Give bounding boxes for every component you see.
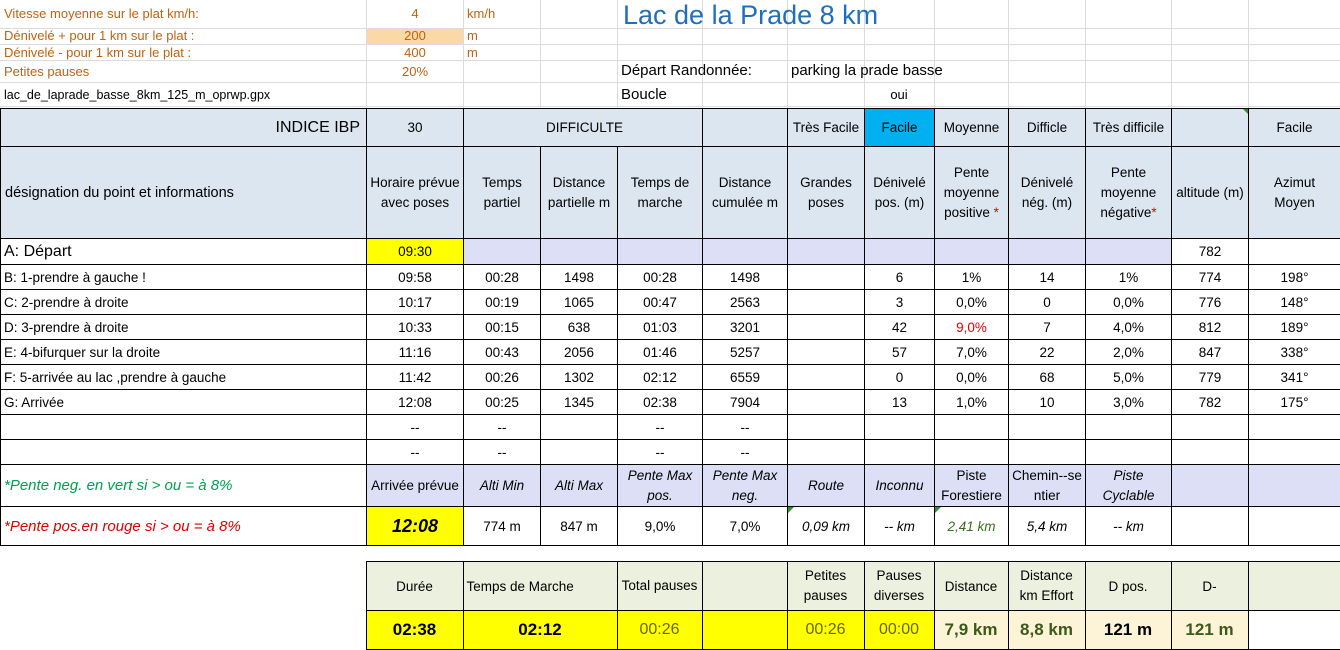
waypoint-name[interactable]: C: 2-prendre à droite xyxy=(1,290,367,315)
cell-altitude[interactable]: 776 xyxy=(1172,290,1249,315)
summary-piste-forestiere-value: 2,41 km xyxy=(948,519,996,534)
cell[interactable] xyxy=(1172,415,1249,440)
summary-header-piste-forestiere: Piste Forestiere xyxy=(935,465,1009,507)
cell-distance-partielle[interactable]: 1065 xyxy=(541,290,618,315)
cell[interactable] xyxy=(865,440,935,465)
cell-dash[interactable]: -- xyxy=(703,440,788,465)
cell-distance-cumulee[interactable]: 1498 xyxy=(703,265,788,290)
cell[interactable] xyxy=(788,415,865,440)
header-distance-cumulee: Distance cumulée m xyxy=(703,147,788,239)
cell[interactable] xyxy=(1086,239,1172,265)
cell-deniv-pos[interactable]: 3 xyxy=(865,290,935,315)
cell-pente-pos[interactable]: 1% xyxy=(935,265,1009,290)
cell-altitude[interactable]: 779 xyxy=(1172,365,1249,390)
waypoint-name[interactable]: F: 5-arrivée au lac ,prendre à gauche xyxy=(1,365,367,390)
header-azimut: Azimut Moyen xyxy=(1249,147,1340,239)
table-row xyxy=(1,315,1340,340)
asterisk-icon: * xyxy=(994,205,999,220)
spacer xyxy=(0,611,366,650)
empty-row xyxy=(1,440,1340,465)
depart-time[interactable]: 09:30 xyxy=(367,239,464,265)
difficulty-label: DIFFICULTE xyxy=(464,109,703,147)
cell-horaire[interactable]: 10:33 xyxy=(367,315,464,340)
cell-azimut[interactable]: 148° xyxy=(1249,290,1340,315)
depart-row xyxy=(1,239,1340,265)
boucle-label: Boucle xyxy=(621,86,667,103)
cell[interactable] xyxy=(541,415,618,440)
summary-header-chemin-sentier: Chemin--sentier xyxy=(1009,465,1086,507)
cell-grandes-poses[interactable] xyxy=(788,315,865,340)
level-difficile: Difficle xyxy=(1009,109,1086,147)
cell-grandes-poses[interactable] xyxy=(788,265,865,290)
cell-deniv-pos[interactable]: 42 xyxy=(865,315,935,340)
page-title: Lac de la Prade 8 km xyxy=(623,0,878,31)
totals-header-distance-effort: Distance km Effort xyxy=(1008,562,1085,611)
waypoint-name[interactable]: B: 1-prendre à gauche ! xyxy=(1,265,367,290)
pauses-label: Petites pauses xyxy=(4,64,89,79)
cell-distance-cumulee[interactable]: 7904 xyxy=(703,390,788,415)
cell-dash[interactable]: -- xyxy=(367,440,464,465)
totals-d-minus[interactable]: 121 m xyxy=(1171,611,1248,650)
cell[interactable] xyxy=(865,415,935,440)
cell-dash[interactable]: -- xyxy=(618,440,703,465)
dplus-value[interactable]: 200 xyxy=(367,28,463,43)
cell-pente-neg[interactable]: 1% xyxy=(1086,265,1172,290)
cell-grandes-poses[interactable] xyxy=(788,365,865,390)
cell-distance-cumulee[interactable]: 6559 xyxy=(703,365,788,390)
comment-marker xyxy=(1243,109,1249,115)
dplus-unit: m xyxy=(467,28,478,43)
cell-distance-partielle[interactable]: 1302 xyxy=(541,365,618,390)
totals-header-temps-marche: Temps de Marche xyxy=(463,562,617,611)
waypoint-name[interactable]: D: 3-prendre à droite xyxy=(1,315,367,340)
cell-pente-neg[interactable]: 2,0% xyxy=(1086,340,1172,365)
summary-header-inconnu: Inconnu xyxy=(865,465,935,507)
header-deniv-neg: Dénivelé nég. (m) xyxy=(1009,147,1086,239)
waypoint-name[interactable]: G: Arrivée xyxy=(1,390,367,415)
summary-header-arrivee: Arrivée prévue xyxy=(367,465,464,507)
cell-distance-cumulee[interactable]: 3201 xyxy=(703,315,788,340)
cell-altitude[interactable]: 847 xyxy=(1172,340,1249,365)
cell-deniv-neg[interactable]: 10 xyxy=(1009,390,1086,415)
cell-temps-marche[interactable]: 00:28 xyxy=(618,265,703,290)
cell-temps-partiel[interactable]: 00:43 xyxy=(464,340,541,365)
cell-grandes-poses[interactable] xyxy=(788,390,865,415)
totals-header-distance: Distance xyxy=(934,562,1008,611)
cell-temps-marche[interactable]: 02:12 xyxy=(618,365,703,390)
cell-deniv-neg[interactable]: 14 xyxy=(1009,265,1086,290)
cell-azimut[interactable]: 338° xyxy=(1249,340,1340,365)
cell-horaire[interactable]: 11:16 xyxy=(367,340,464,365)
cell-distance-partielle[interactable]: 1498 xyxy=(541,265,618,290)
header-horaire: Horaire prévue avec poses xyxy=(367,147,464,239)
cell-deniv-pos[interactable]: 6 xyxy=(865,265,935,290)
dminus-value[interactable]: 400 xyxy=(367,45,463,60)
cell-deniv-pos[interactable]: 0 xyxy=(865,365,935,390)
table-row xyxy=(1,390,1340,415)
dplus-label: Dénivelé + pour 1 km sur le plat : xyxy=(4,28,194,43)
cell-pente-neg[interactable]: 4,0% xyxy=(1086,315,1172,340)
dminus-label: Dénivelé - pour 1 km sur le plat : xyxy=(4,45,191,60)
comment-marker xyxy=(935,507,941,513)
summary-alti-max[interactable]: 847 m xyxy=(541,507,618,546)
itinerary-table xyxy=(0,108,1340,546)
cell[interactable] xyxy=(1249,507,1340,546)
totals-table xyxy=(0,561,1340,650)
cell xyxy=(1249,465,1340,507)
cell-temps-partiel[interactable]: 00:25 xyxy=(464,390,541,415)
depart-value: parking la prade basse xyxy=(791,62,943,79)
cell xyxy=(1248,562,1340,611)
cell-distance-cumulee[interactable]: 2563 xyxy=(703,290,788,315)
ibp-right-label: Facile xyxy=(1249,109,1340,147)
cell[interactable] xyxy=(935,440,1009,465)
totals-distance-effort[interactable]: 8,8 km xyxy=(1008,611,1085,650)
summary-value-row xyxy=(1,507,1340,546)
totals-header-blank xyxy=(702,562,787,611)
totals-pauses-diverses[interactable]: 00:00 xyxy=(864,611,934,650)
totals-header-duree: Durée xyxy=(366,562,463,611)
totals-value-row xyxy=(0,611,1340,650)
summary-route[interactable] xyxy=(788,507,865,546)
cell-dash[interactable]: -- xyxy=(618,415,703,440)
asterisk-icon: * xyxy=(1151,205,1156,220)
cell-azimut[interactable]: 341° xyxy=(1249,365,1340,390)
totals-header-d-pos: D pos. xyxy=(1085,562,1171,611)
speed-value[interactable]: 4 xyxy=(367,6,463,21)
depart-name[interactable]: A: Départ xyxy=(1,239,367,265)
header-altitude: altitude (m) xyxy=(1172,147,1249,239)
cell[interactable] xyxy=(1172,507,1249,546)
cell-dash[interactable]: -- xyxy=(703,415,788,440)
cell[interactable] xyxy=(1009,440,1086,465)
cell-temps-marche[interactable]: 00:47 xyxy=(618,290,703,315)
cell-deniv-neg[interactable]: 22 xyxy=(1009,340,1086,365)
level-tres-difficile: Très difficile xyxy=(1086,109,1172,147)
cell-pente-pos[interactable]: 7,0% xyxy=(935,340,1009,365)
cell-grandes-poses[interactable] xyxy=(788,290,865,315)
level-moyenne: Moyenne xyxy=(935,109,1009,147)
summary-chemin-sentier[interactable]: 5,4 km xyxy=(1009,507,1086,546)
summary-piste-cyclable[interactable]: -- km xyxy=(1086,507,1172,546)
totals-petites-pauses[interactable]: 00:26 xyxy=(787,611,864,650)
pauses-value[interactable]: 20% xyxy=(367,64,463,79)
cell-distance-partielle[interactable]: 2056 xyxy=(541,340,618,365)
summary-pente-max-neg[interactable]: 7,0% xyxy=(703,507,788,546)
cell[interactable] xyxy=(1249,440,1340,465)
totals-temps-marche[interactable]: 02:12 xyxy=(463,611,617,650)
cell[interactable] xyxy=(541,440,618,465)
cell xyxy=(1172,465,1249,507)
cell-horaire[interactable]: 09:58 xyxy=(367,265,464,290)
table-row xyxy=(1,265,1340,290)
cell-pente-neg[interactable]: 0,0% xyxy=(1086,290,1172,315)
totals-duree[interactable]: 02:38 xyxy=(366,611,463,650)
cell-temps-marche[interactable]: 01:03 xyxy=(618,315,703,340)
summary-header-piste-cyclable: Piste Cyclable xyxy=(1086,465,1172,507)
summary-inconnu[interactable]: -- km xyxy=(865,507,935,546)
cell[interactable] xyxy=(788,440,865,465)
totals-distance[interactable]: 7,9 km xyxy=(934,611,1008,650)
cell[interactable] xyxy=(1248,611,1340,650)
speed-unit: km/h xyxy=(467,6,495,21)
cell-dash[interactable]: -- xyxy=(464,415,541,440)
summary-piste-forestiere[interactable] xyxy=(935,507,1009,546)
summary-header-alti-min: Alti Min xyxy=(464,465,541,507)
cell[interactable] xyxy=(464,239,541,265)
totals-total-pauses[interactable]: 00:26 xyxy=(617,611,702,650)
empty-row xyxy=(1,415,1340,440)
header-pente-pos-text: Pente moyenne positive xyxy=(944,165,1000,220)
cell[interactable] xyxy=(1249,239,1340,265)
level-facile-selected: Facile xyxy=(865,109,935,147)
cell-temps-partiel[interactable]: 00:26 xyxy=(464,365,541,390)
cell-deniv-pos[interactable]: 57 xyxy=(865,340,935,365)
header-temps-marche: Temps de marche xyxy=(618,147,703,239)
header-grandes-poses: Grandes poses xyxy=(788,147,865,239)
ibp-label: INDICE IBP xyxy=(1,109,367,147)
cell-temps-partiel[interactable]: 00:19 xyxy=(464,290,541,315)
totals-header-petites-pauses: Petites pauses xyxy=(787,562,864,611)
difficulty-spacer xyxy=(703,109,788,147)
cell-altitude[interactable]: 774 xyxy=(1172,265,1249,290)
summary-route-value: 0,09 km xyxy=(802,519,850,534)
summary-pente-max-pos[interactable]: 9,0% xyxy=(618,507,703,546)
table-row xyxy=(1,340,1340,365)
cell[interactable] xyxy=(1172,440,1249,465)
cell[interactable] xyxy=(703,239,788,265)
cell-altitude[interactable]: 782 xyxy=(1172,390,1249,415)
cell-azimut[interactable]: 175° xyxy=(1249,390,1340,415)
summary-header-pente-max-neg: Pente Max neg. xyxy=(703,465,788,507)
summary-header-pente-max-pos: Pente Max pos. xyxy=(618,465,703,507)
cell[interactable] xyxy=(1249,415,1340,440)
totals-header-row xyxy=(0,562,1340,611)
totals-blank[interactable] xyxy=(702,611,787,650)
cell-horaire[interactable]: 10:17 xyxy=(367,290,464,315)
header-pente-neg xyxy=(1086,147,1172,239)
cell[interactable] xyxy=(1009,415,1086,440)
cell-dash[interactable]: -- xyxy=(367,415,464,440)
cell-deniv-neg[interactable]: 0 xyxy=(1009,290,1086,315)
summary-header-alti-max: Alti Max xyxy=(541,465,618,507)
cell-temps-partiel[interactable]: 00:28 xyxy=(464,265,541,290)
cell-pente-neg[interactable]: 3,0% xyxy=(1086,390,1172,415)
header-distance-partielle: Distance partielle m xyxy=(541,147,618,239)
cell-altitude[interactable]: 812 xyxy=(1172,315,1249,340)
spacer xyxy=(0,562,366,611)
totals-d-pos[interactable]: 121 m xyxy=(1085,611,1171,650)
dminus-unit: m xyxy=(467,45,478,60)
header-deniv-pos: Dénivelé pos. (m) xyxy=(865,147,935,239)
cell[interactable] xyxy=(935,415,1009,440)
cell-temps-marche[interactable]: 02:38 xyxy=(618,390,703,415)
summary-alti-min[interactable]: 774 m xyxy=(464,507,541,546)
gpx-filename: lac_de_laprade_basse_8km_125_m_oprwp.gpx xyxy=(4,88,270,102)
comment-marker xyxy=(788,507,794,513)
depart-label: Départ Randonnée: xyxy=(621,62,752,79)
cell-azimut[interactable]: 198° xyxy=(1249,265,1340,290)
column-header-row xyxy=(1,147,1340,239)
cell-deniv-neg[interactable]: 68 xyxy=(1009,365,1086,390)
cell[interactable] xyxy=(1086,440,1172,465)
depart-altitude[interactable]: 782 xyxy=(1172,239,1249,265)
cell-deniv-neg[interactable]: 7 xyxy=(1009,315,1086,340)
cell[interactable] xyxy=(865,239,935,265)
summary-header-row xyxy=(1,465,1340,507)
cell-horaire[interactable]: 12:08 xyxy=(367,390,464,415)
cell-azimut[interactable]: 189° xyxy=(1249,315,1340,340)
cell[interactable] xyxy=(1009,239,1086,265)
table-row xyxy=(1,365,1340,390)
cell-pente-pos-steep[interactable]: 9,0% xyxy=(935,315,1009,340)
cell-distance-partielle[interactable]: 1345 xyxy=(541,390,618,415)
level-tres-facile: Très Facile xyxy=(788,109,865,147)
cell-pente-pos[interactable]: 1,0% xyxy=(935,390,1009,415)
table-row xyxy=(1,290,1340,315)
cell[interactable] xyxy=(1,440,367,465)
header-pente-neg-text: Pente moyenne négative xyxy=(1100,165,1156,220)
cell-dash[interactable]: -- xyxy=(464,440,541,465)
totals-header-total-pauses: Total pauses xyxy=(617,562,702,611)
cell[interactable] xyxy=(788,239,865,265)
ibp-row xyxy=(1,109,1340,147)
cell-distance-partielle[interactable]: 638 xyxy=(541,315,618,340)
cell-distance-cumulee[interactable]: 5257 xyxy=(703,340,788,365)
totals-header-pauses-diverses: Pauses diverses xyxy=(864,562,934,611)
cell[interactable] xyxy=(1086,415,1172,440)
legend-pos: *Pente pos.en rouge si > ou = à 8% xyxy=(1,507,367,546)
cell[interactable] xyxy=(1,415,367,440)
header-pente-pos xyxy=(935,147,1009,239)
cell-pente-pos[interactable]: 0,0% xyxy=(935,290,1009,315)
cell[interactable] xyxy=(618,239,703,265)
ibp-blank xyxy=(1172,109,1249,147)
boucle-value: oui xyxy=(864,87,934,102)
cell[interactable] xyxy=(935,239,1009,265)
waypoint-name[interactable]: E: 4-bifurquer sur la droite xyxy=(1,340,367,365)
cell-horaire[interactable]: 11:42 xyxy=(367,365,464,390)
cell-pente-pos[interactable]: 0,0% xyxy=(935,365,1009,390)
totals-header-d-minus: D- xyxy=(1171,562,1248,611)
header-temps-partiel: Temps partiel xyxy=(464,147,541,239)
cell-temps-marche[interactable]: 01:46 xyxy=(618,340,703,365)
ibp-value: 30 xyxy=(367,109,464,147)
legend-neg: *Pente neg. en vert si > ou = à 8% xyxy=(1,465,367,507)
cell-pente-neg[interactable]: 5,0% xyxy=(1086,365,1172,390)
summary-arrivee[interactable]: 12:08 xyxy=(367,507,464,546)
header-designation: désignation du point et informations xyxy=(1,147,367,239)
cell-grandes-poses[interactable] xyxy=(788,340,865,365)
cell-deniv-pos[interactable]: 13 xyxy=(865,390,935,415)
summary-header-route: Route xyxy=(788,465,865,507)
cell[interactable] xyxy=(541,239,618,265)
cell-temps-partiel[interactable]: 00:15 xyxy=(464,315,541,340)
speed-label: Vitesse moyenne sur le plat km/h: xyxy=(4,6,199,21)
